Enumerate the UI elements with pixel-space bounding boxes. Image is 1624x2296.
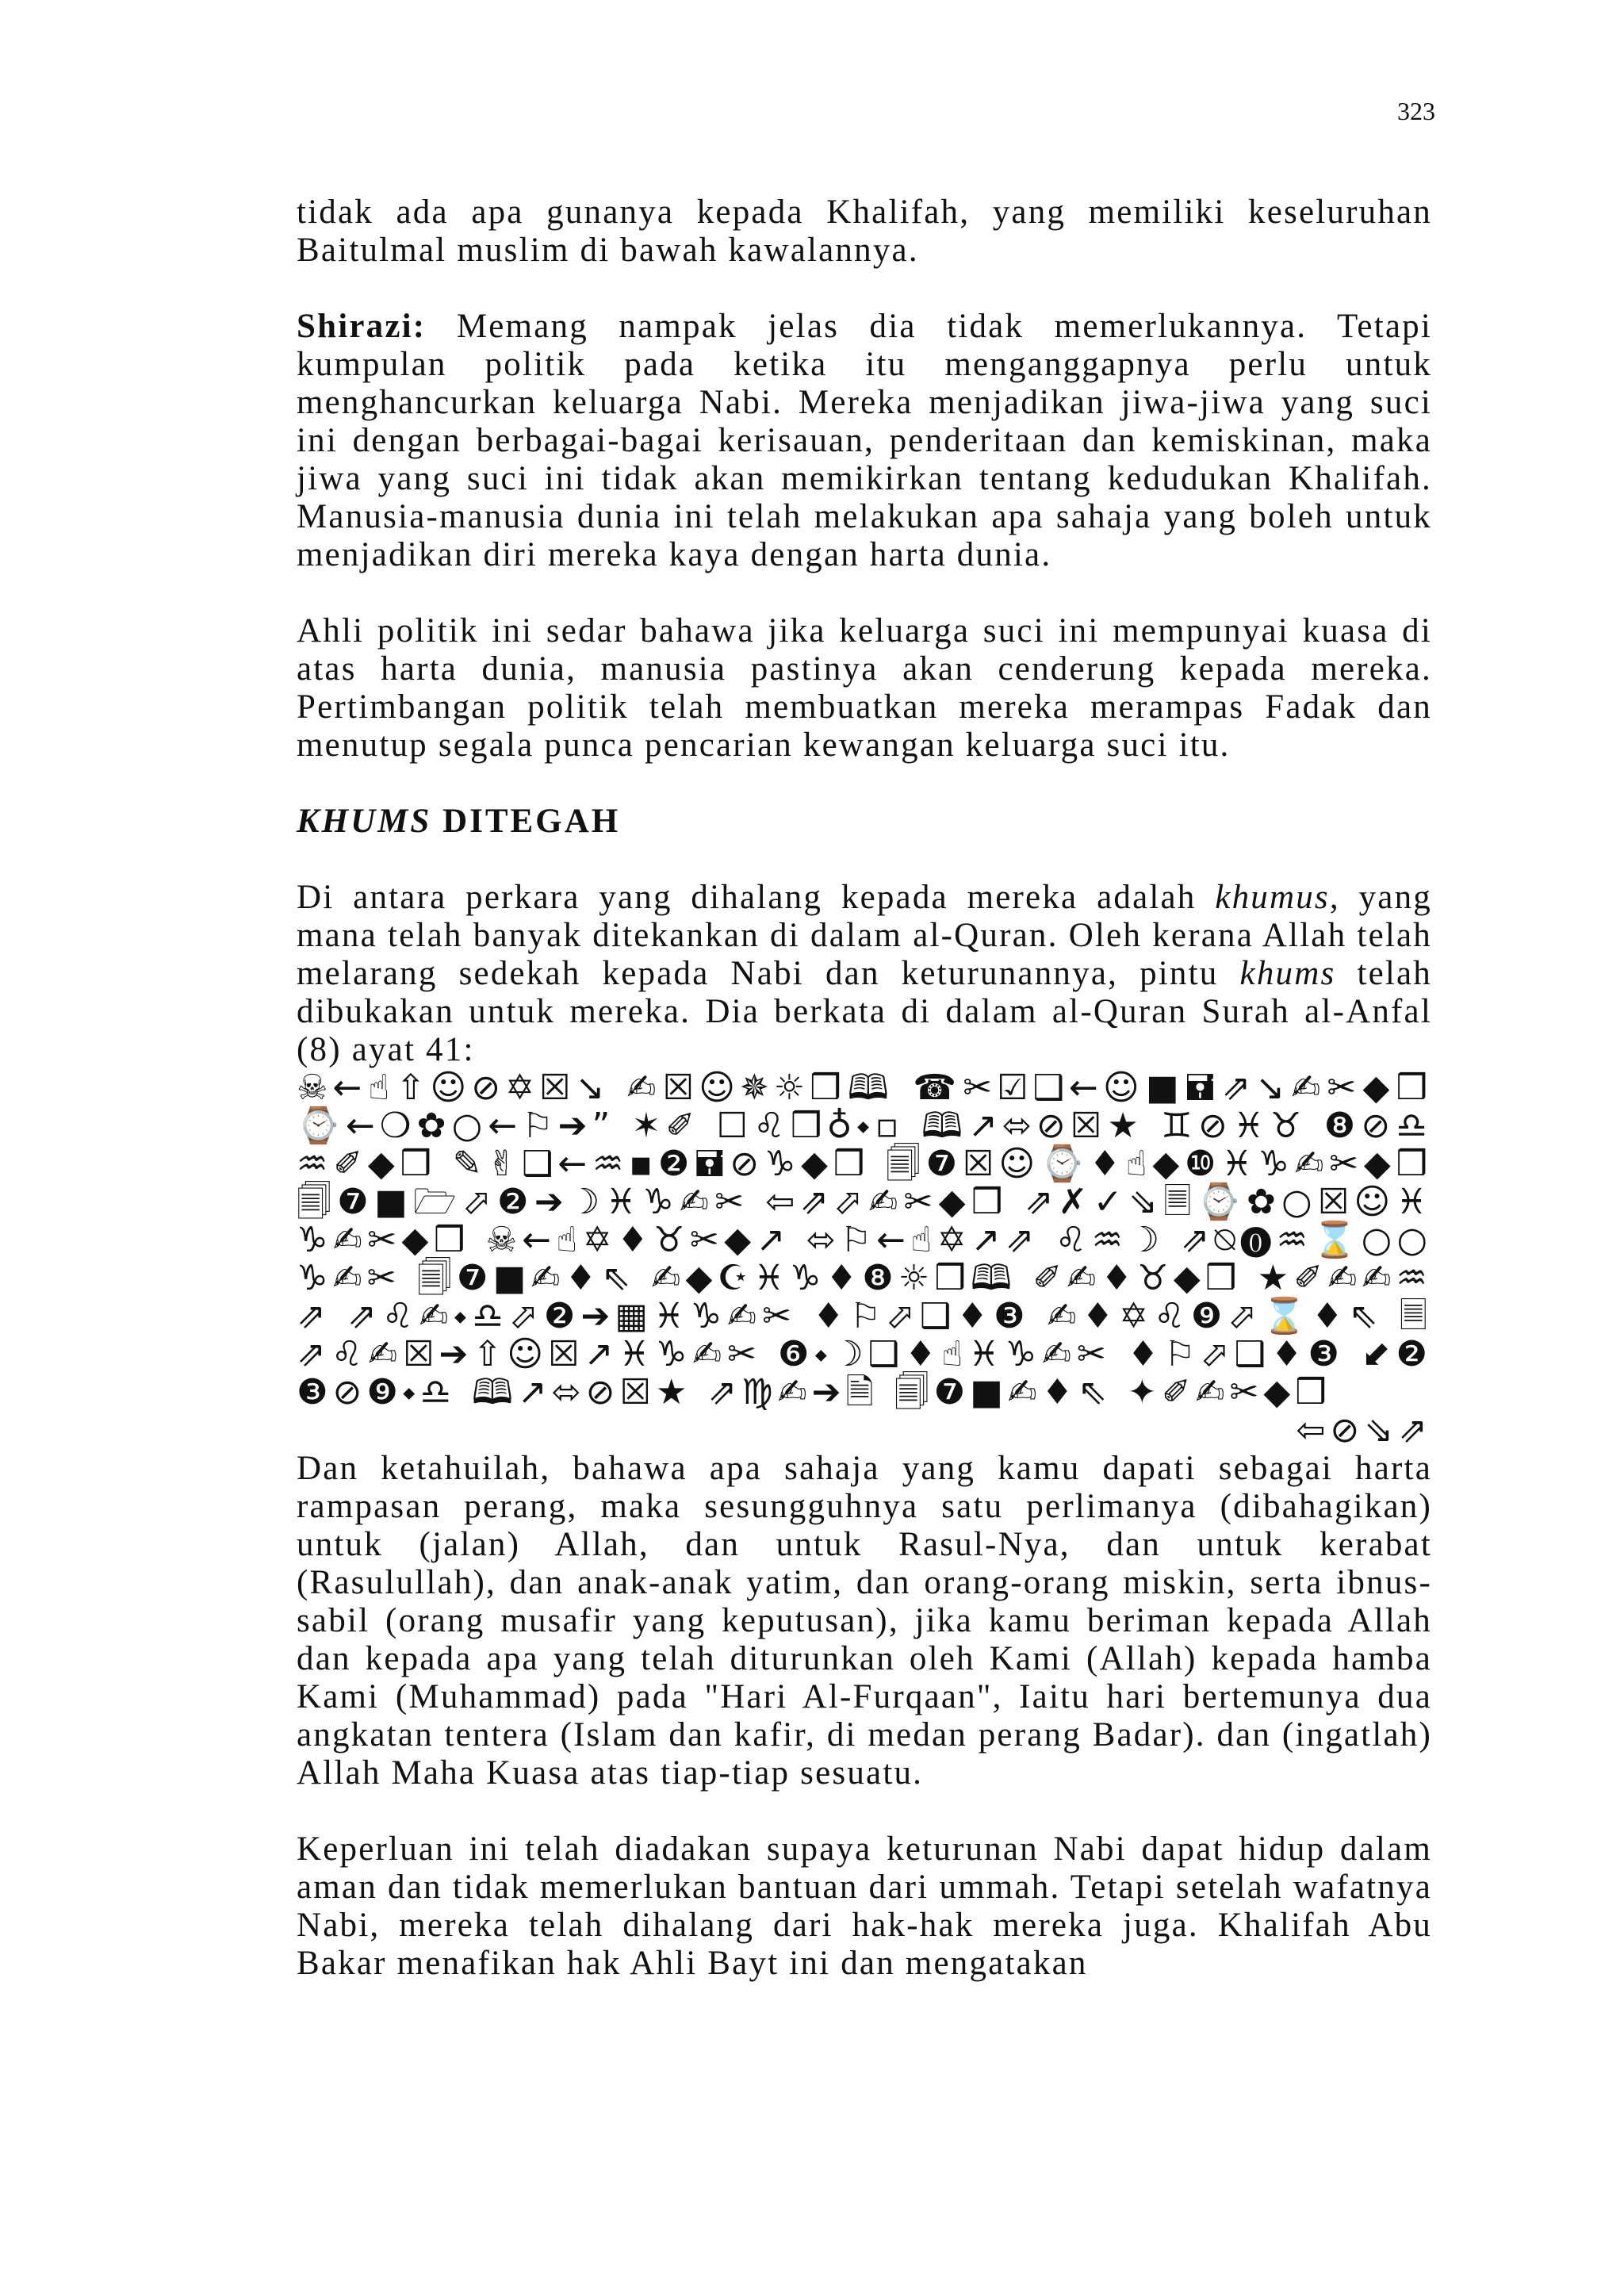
page-body bbox=[297, 194, 1432, 2021]
quran-verse-glyphs bbox=[297, 1069, 1432, 1450]
paragraph-4-part-c: , yang mana telah banyak ditekankan di dalam al-Quran. Oleh kerana Allah telah melarang sedekah kepada Nabi dan keturunannya, pintu bbox=[297, 879, 1432, 992]
paragraph-5: Dan ketahuilah, bahawa apa sahaja yang kamu dapati sebagai harta rampasan perang, maka sesungguhnya satu perlimanya (dibahagikan) untuk (jalan) Allah, dan untuk Rasul-Nya, dan untuk kerabat (Rasulullah), dan anak-anak yatim, dan orang-orang miskin, serta ibnus-sabil (orang musafir yang keputusan), jika kamu beriman kepada Allah dan kepada apa yang telah diturunkan oleh Kami (Allah) kepada hamba Kami (Muhammad) pada "Hari Al-Furqaan", Iaitu hari bertemunya dua angkatan tentera (Islam dan kafir, di medan perang Badar). dan (ingatlah) Allah Maha Kuasa atas tiap-tiap sesuatu. bbox=[297, 1450, 1432, 1792]
quran-verse-glyph-end: ⇦⊘⇘⇗ bbox=[1296, 1410, 1432, 1451]
page-number: 323 bbox=[1397, 97, 1435, 125]
paragraph-6: Keperluan ini telah diadakan supaya keturunan Nabi dapat hidup dalam aman dan tidak memerlukan bantuan dari ummah. Tetapi setelah wafatnya Nabi, mereka telah dihalang dari hak-hak mereka juga. Khalifah Abu Bakar menafikan hak Ahli Bayt ini dan mengatakan bbox=[297, 1830, 1432, 1982]
paragraph-2-text: Memang nampak jelas dia tidak memerlukannya. Tetapi kumpulan politik pada ketika itu menganggapnya perlu untuk menghancurkan keluarga Nabi. Mereka menjadikan jiwa-jiwa yang suci ini dengan berbagai-bagai kerisauan, penderitaan dan kemiskinan, maka jiwa yang suci ini tidak akan memikirkan tentang kedudukan Khalifah. Manusia-manusia dunia ini telah melakukan apa sahaja yang boleh untuk menjadikan diri mereka kaya dengan harta dunia. bbox=[297, 308, 1432, 573]
paragraph-4-part-a: Di antara perkara yang dihalang kepada mereka adalah bbox=[297, 879, 1216, 916]
speaker-label: Shirazi: bbox=[297, 308, 427, 345]
paragraph-4-part-e: telah dibukakan untuk mereka. Dia berkata di dalam al-Quran Surah al-Anfal (8) ayat 41: bbox=[297, 955, 1433, 1068]
paragraph-4 bbox=[297, 879, 1432, 1069]
paragraph-1: tidak ada apa gunanya kepada Khalifah, yang memiliki keseluruhan Baitulmal muslim di bawah kawalannya. bbox=[297, 194, 1432, 269]
term-khums: khums bbox=[1239, 955, 1336, 992]
section-heading bbox=[297, 803, 1432, 841]
paragraph-3: Ahli politik ini sedar bahawa jika keluarga suci ini mempunyai kuasa di atas harta dunia, manusia pastinya akan cenderung kepada mereka. Pertimbangan politik telah membuatkan mereka merampas Fadak dan menutup segala punca pencarian kewangan keluarga suci itu. bbox=[297, 612, 1432, 764]
quran-verse-glyph-text: ☠←☝⇧☺⊘✡☒↘ ✍☒☺✵☼❒🕮 ☎✂☑❑←☺■🖬⇗↘✍✂◆❒ ⌚←❍✿○←⚐➔” ✶✐ ☐♌❒♁⬩▫ 🕮↗⬄⊘☒★ ♊⊘♓♉ ❽⊘♎♒✐◆❒ ✎✌❑←♒▪❷🖬⊘♑◆❒ 🗐❼☒☺⌚♦☝◆❿♓♑✍✂◆❒ 🗐❼■🗁⬀❷➔☽♓♑✍✂ ⇦⇗⬀✍✂◆❒ ⇗✗✓⇘🗏⌚✿○☒☺♓♑✍✂◆❒ ☠←☝✡♦♉✂◆↗ ⬄⚐←☝✡↗⇗ ♌♒☽ ⇗⍉⓿♒⌛○○♑✍✂ 🗐❼■✍♦⇖ ✍◆☪♓♑♦❽☼❒🕮 ✐✍♦♉◆❒ ★✐✍✍♒⇗ ⇗♌✍⬩♎⬀❷➔▦♓♑✍✂ ♦⚐⬀❑♦❸ ✍♦✡♌❾⬀⌛♦⇖ 🗏 ⇗♌✍☒➔⇧☺☒↗♓♑✍✂ ❻⬩☽❑♦☝♓♑✍✂ ♦⚐⬀❑♦❸ ⬋❷❸⊘❾⬩♎ 🕮↗⬄⊘☒★ ⇗♍✍➔🗎 🗐❼■✍♦⇖ ✦✐✍✂◆❒ bbox=[297, 1068, 1432, 1412]
paragraph-2 bbox=[297, 308, 1432, 574]
section-heading-italic: KHUMS bbox=[297, 803, 432, 840]
term-khumus: khumus bbox=[1215, 879, 1330, 916]
section-heading-rest: DITEGAH bbox=[431, 803, 621, 840]
